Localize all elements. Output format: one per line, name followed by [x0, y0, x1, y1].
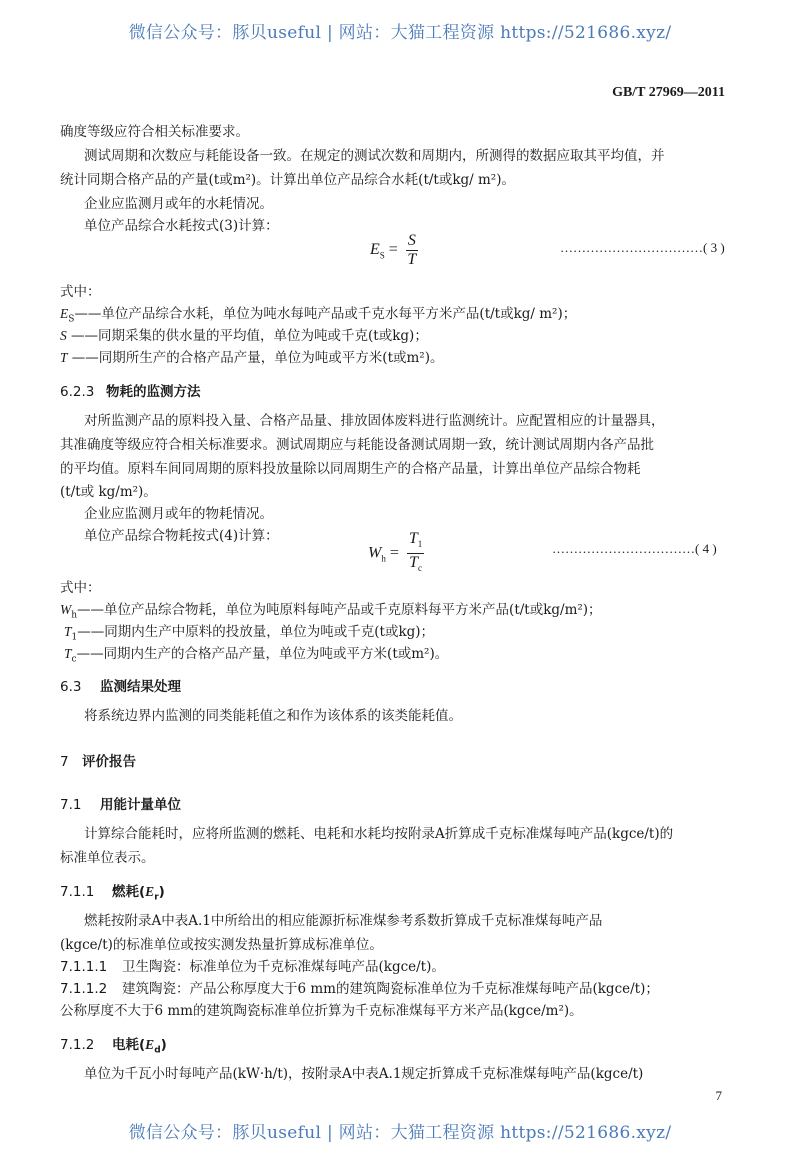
denominator-subscript: c: [418, 563, 423, 574]
symbol: E: [60, 306, 69, 321]
section-title: 评价报告: [82, 754, 136, 770]
watermark-bottom: 微信公众号：豚贝useful | 网站：大猫工程资源 https://521686.xyz/: [128, 1123, 672, 1143]
subsection-text: 建筑陶瓷：产品公称厚度大于6 mm的建筑陶瓷标准单位为千克标准煤每吨产品(kgce/t)；: [122, 981, 659, 997]
symbol: T: [60, 350, 68, 365]
paragraph-line: 的平均值。原料车间同周期的原料投放量除以同周期生产的合格产品量，计算出单位产品综合物耗: [60, 461, 641, 477]
symbol: E: [145, 1037, 155, 1052]
paragraph-line: (kgce/t)的标准单位或按实测发热量折算成标准单位。: [60, 937, 383, 953]
section-heading-6-3: [60, 675, 181, 695]
paragraph-line: 测试周期和次数应与耗能设备一致。在规定的测试次数和周期内，所测得的数据应取其平均值，并: [84, 148, 665, 164]
document-code: GB/T 27969—2011: [612, 85, 725, 100]
section-number: 6.3: [60, 679, 82, 695]
formula-symbol: W: [368, 544, 382, 562]
leader-dots: ……………………………: [552, 541, 695, 556]
section-number: 7: [60, 754, 69, 770]
where-item: [60, 326, 428, 346]
fraction: [406, 232, 418, 269]
numerator: [407, 530, 424, 554]
numerator: S: [407, 232, 416, 249]
paragraph-line: 燃耗按附录A中表A.1中所给出的相应能源折标准煤参考系数折算成千克标准煤每吨产品: [84, 913, 603, 929]
definition: ——单位产品综合物耗，单位为吨原料每吨产品或千克原料每平方米产品(t/t或kg/m²)；: [77, 602, 602, 618]
section-number: 7.1.1: [60, 884, 95, 900]
symbol: T: [64, 646, 72, 661]
where-item: [60, 348, 443, 368]
section-heading-7-1: [60, 793, 181, 813]
section-heading-7-1-2: [60, 1033, 167, 1056]
formula-4: $W_h$ = $\frac{T_1}{T_c}$: [368, 530, 424, 577]
where-title: 式中：: [60, 580, 101, 596]
paragraph-line: 企业应监测月或年的水耗情况。: [84, 196, 273, 212]
paragraph-line: (t/t或 kg/m²)。: [60, 484, 157, 500]
section-number: 7.1.2: [60, 1037, 95, 1053]
section-number: 7.1.1.1: [60, 959, 108, 975]
fraction: [407, 530, 424, 577]
definition: ——同期所生产的合格产品产量，单位为吨或平方米(t或m²)。: [67, 350, 444, 366]
paragraph-line: 企业应监测月或年的物耗情况。: [84, 506, 273, 522]
equation-leader: [560, 240, 725, 256]
subscript: d: [154, 1045, 161, 1056]
subscript: c: [71, 654, 77, 665]
equation-leader: [552, 541, 717, 557]
section-heading-7: [60, 750, 136, 770]
definition: ——单位产品综合水耗，单位为吨水每吨产品或千克水每平方米产品(t/t或kg/ m²)；: [74, 306, 577, 322]
paragraph-line: 单位产品综合物耗按式(4)计算：: [84, 528, 279, 544]
symbol: W: [60, 602, 72, 617]
section-number: 7.1: [60, 797, 82, 813]
where-title: 式中：: [60, 284, 101, 300]
paren: ): [160, 1037, 167, 1053]
paragraph-line: 标准单位表示。: [60, 850, 155, 866]
section-heading-6-2-3: [60, 380, 201, 400]
page-number: 7: [715, 1088, 722, 1103]
numerator-symbol: T: [408, 530, 418, 547]
section-title: 监测结果处理: [100, 679, 181, 695]
paragraph-line: 统计同期合格产品的产量(t或m²)。计算出单位产品综合水耗(t/t或kg/ m²)。: [60, 172, 515, 188]
paragraph-line: 其准确度等级应符合相关标准要求。测试周期应与耗能设备测试周期一致，统计测试周期内各产品批: [60, 437, 654, 453]
formula-3: $E_S$ = $\frac{S}{T}$: [370, 232, 417, 268]
subsection-7-1-1-1: [60, 957, 445, 977]
denominator: [407, 554, 424, 577]
denominator-symbol: T: [409, 554, 419, 572]
symbol: T: [64, 624, 72, 639]
watermark-top: 微信公众号：豚贝useful | 网站：大猫工程资源 https://521686.xyz/: [128, 23, 672, 43]
formula-subscript: S: [379, 250, 385, 261]
formula-symbol: E: [370, 241, 380, 259]
equation-number: ( 3 ): [703, 240, 725, 255]
definition: ——同期内生产的合格产品产量，单位为吨或平方米(t或m²)。: [76, 646, 449, 662]
leader-dots: ……………………………: [560, 240, 703, 255]
subscript: 1: [71, 632, 78, 643]
section-number: 7.1.1.2: [60, 981, 108, 997]
paragraph-line: 将系统边界内监测的同类能耗值之和作为该体系的该类能耗值。: [84, 708, 462, 724]
paragraph-line: 计算综合能耗时，应将所监测的燃耗、电耗和水耗均按附录A折算成千克标准煤每吨产品(kgce/t)的: [84, 826, 674, 842]
section-title: 物耗的监测方法: [106, 384, 201, 400]
subsection-text: 卫生陶瓷：标准单位为千克标准煤每吨产品(kgce/t)。: [122, 959, 445, 975]
subscript: r: [154, 892, 159, 903]
definition: ——同期内生产中原料的投放量，单位为吨或千克(t或kg)；: [77, 624, 435, 640]
subsection-7-1-1-2: [60, 979, 659, 999]
where-item: [64, 644, 448, 670]
formula-subscript: h: [381, 553, 386, 564]
section-number: 6.2.3: [60, 384, 95, 400]
paragraph-line: 单位产品综合水耗按式(3)计算：: [84, 218, 279, 234]
subscript: S: [68, 314, 75, 325]
section-heading-7-1-1: [60, 880, 165, 903]
definition: ——同期采集的供水量的平均值，单位为吨或千克(t或kg)；: [66, 328, 428, 344]
section-title: 电耗(: [112, 1037, 146, 1053]
paragraph-line: 对所监测产品的原料投入量、合格产品量、排放固体废料进行监测统计。应配置相应的计量器具，: [84, 413, 665, 429]
subscript: h: [71, 610, 78, 621]
section-title: 用能计量单位: [100, 797, 181, 813]
paragraph-line: 确度等级应符合相关标准要求。: [60, 124, 249, 140]
symbol: E: [145, 884, 155, 899]
paragraph-line: 公称厚度不大于6 mm的建筑陶瓷标准单位折算为千克标准煤每平方米产品(kgce/m²)。: [60, 1003, 583, 1019]
denominator: T: [407, 251, 417, 268]
paren: ): [158, 884, 165, 900]
numerator-subscript: 1: [417, 539, 423, 550]
paragraph-line: 单位为千瓦小时每吨产品(kW·h/t)，按附录A中表A.1规定折算成千克标准煤每吨产品(kgce/t): [84, 1066, 644, 1082]
symbol: S: [60, 328, 67, 343]
equation-number: ( 4 ): [695, 541, 717, 556]
section-title: 燃耗(: [112, 884, 146, 900]
